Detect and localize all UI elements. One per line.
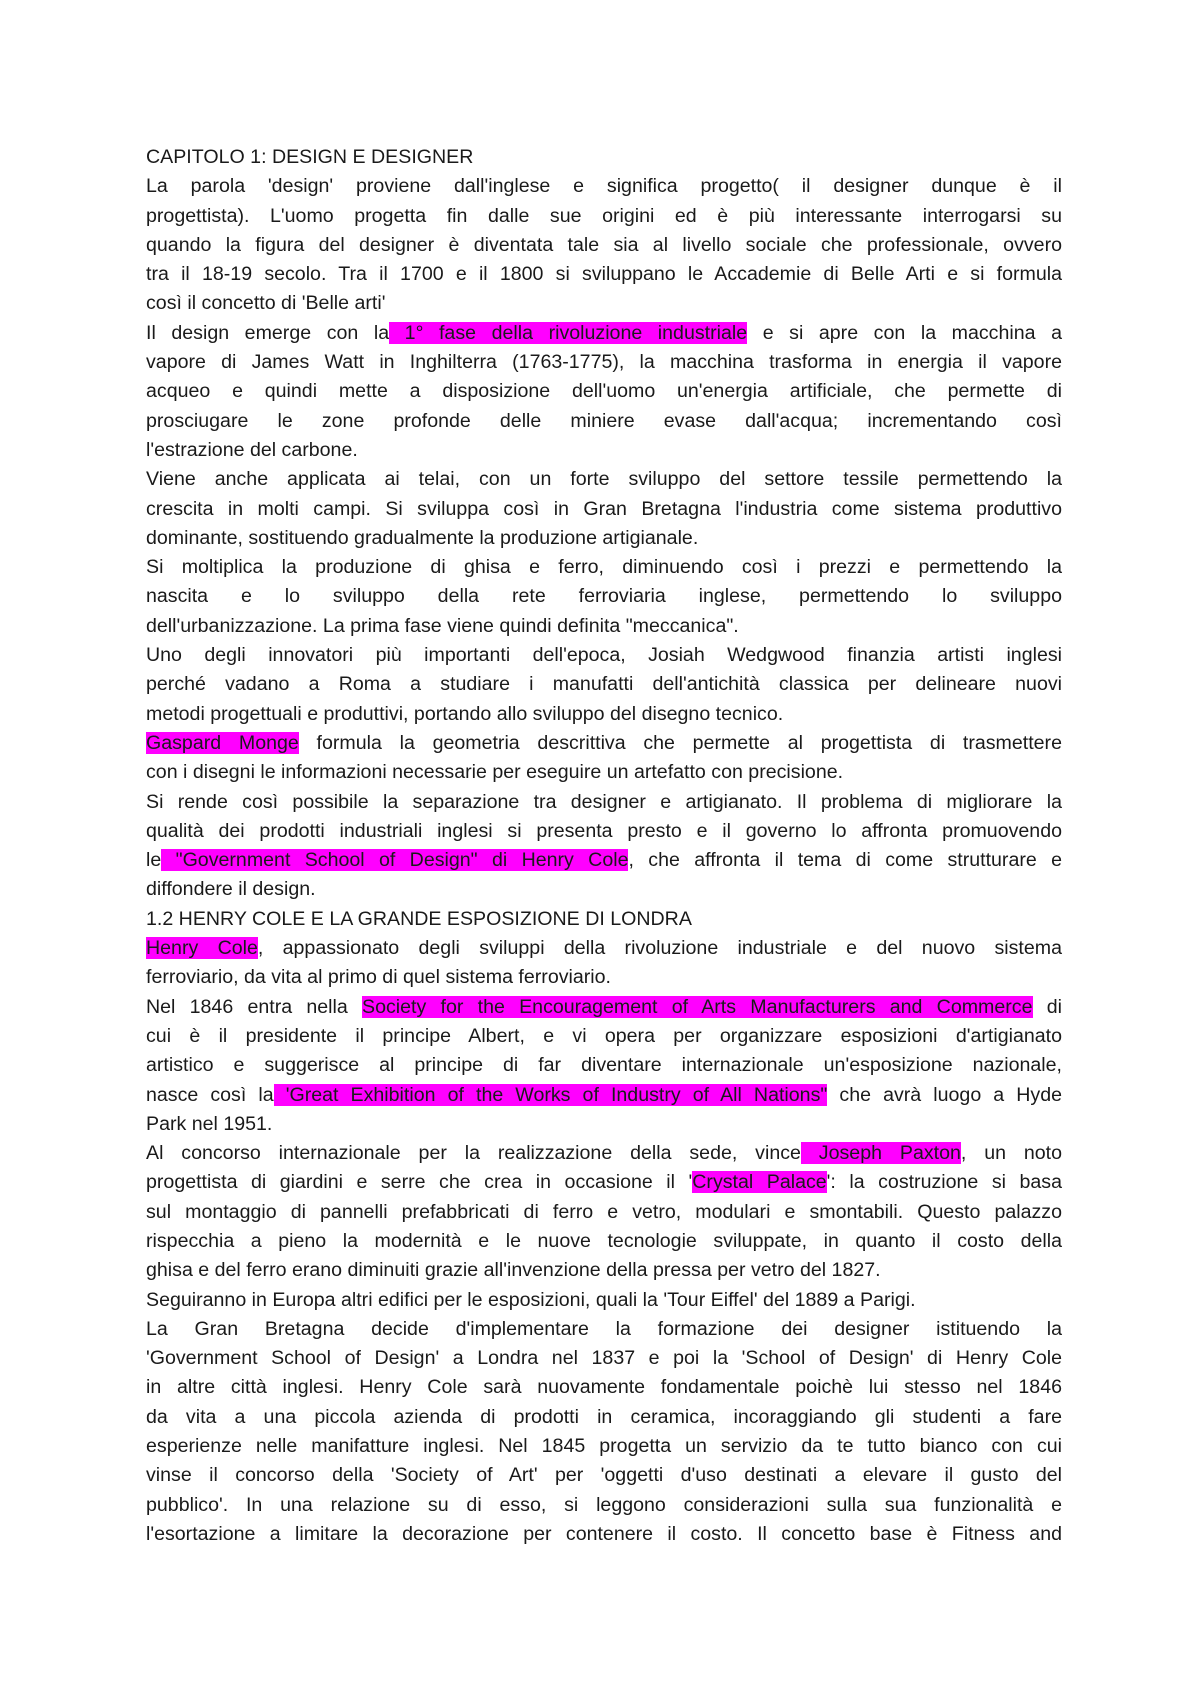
text-line	[146, 1315, 1062, 1344]
text-line	[146, 1198, 1062, 1227]
text-line	[146, 670, 1062, 699]
line-text: e si apre con la macchina a	[747, 321, 1062, 344]
line-text: da vita a una piccola azienda di prodotti in ceramica, incoraggiando gli studenti a fare	[146, 1405, 1062, 1428]
text-line	[146, 1110, 1062, 1139]
line-text: La parola 'design' proviene dall'inglese e significa progetto( il designer dunque è il	[146, 175, 1062, 198]
text-line	[146, 1256, 1062, 1285]
line-text: progettista). L'uomo progetta fin dalle sue origini ed è più interessante interrogarsi su	[146, 204, 1062, 227]
text-line	[146, 582, 1062, 611]
text-line	[146, 729, 1062, 758]
line-text: l'estrazione del carbone.	[146, 438, 358, 461]
line-text: acqueo e quindi mette a disposizione dell'uomo un'energia artificiale, che permette di	[146, 380, 1062, 403]
text-line	[146, 1286, 1062, 1315]
text-line	[146, 260, 1062, 289]
text-line	[146, 231, 1062, 260]
line-text: Si rende così possibile la separazione tra designer e artigianato. Il problema di migliorare la	[146, 790, 1062, 813]
text-line	[146, 1403, 1062, 1432]
text-line	[146, 758, 1062, 787]
line-text: ferroviario, da vita al primo di quel sistema ferroviario.	[146, 966, 611, 989]
line-text: Nel 1846 entra nella	[146, 995, 363, 1018]
line-text: ghisa e del ferro erano diminuiti grazie all'invenzione della pressa per vetro del 1827.	[146, 1259, 881, 1282]
section-heading	[146, 143, 1062, 172]
text-line	[146, 1344, 1062, 1373]
text-line	[146, 612, 1062, 641]
text-line	[146, 1461, 1062, 1490]
line-text: ': la costruzione si basa	[826, 1171, 1062, 1194]
highlighted-text: Henry Cole	[146, 937, 258, 960]
line-text: quando la figura del designer è diventata tale sia al livello sociale che professionale, ovvero	[146, 233, 1062, 256]
highlighted-text: Joseph Paxton	[800, 1142, 961, 1165]
line-text: formula la geometria descrittiva che permette al progettista di trasmettere	[298, 731, 1062, 754]
line-text: crescita in molti campi. Si sviluppa così in Gran Bretagna l'industria come sistema produttivo	[146, 497, 1062, 520]
line-text: CAPITOLO 1: DESIGN E DESIGNER	[146, 146, 474, 168]
line-text: cui è il presidente il principe Albert, e vi opera per organizzare esposizioni d'artigianato	[146, 1024, 1062, 1047]
line-text: perché vadano a Roma a studiare i manufatti dell'antichità classica per delineare nuovi	[146, 673, 1062, 696]
text-line	[146, 289, 1062, 318]
highlighted-text: 'Great Exhibition of the Works of Industry of All Nations"	[273, 1083, 828, 1106]
text-line	[146, 436, 1062, 465]
line-text: Seguiranno in Europa altri edifici per le esposizioni, quali la 'Tour Eiffel' del 1889 a Parigi.	[146, 1288, 916, 1311]
line-text: in altre città inglesi. Henry Cole sarà nuovamente fondamentale poichè lui stesso nel 1846	[146, 1376, 1062, 1399]
line-text: diffondere il design.	[146, 878, 316, 901]
line-text: esperienze nelle manifatture inglesi. Nel 1845 progetta un servizio da te tutto bianco con cui	[146, 1435, 1062, 1458]
line-text: con i disegni le informazioni necessarie per eseguire un artefatto con precisione.	[146, 761, 844, 784]
text-line	[146, 377, 1062, 406]
text-line	[146, 1022, 1062, 1051]
text-line	[146, 788, 1062, 817]
line-text: di	[1032, 995, 1062, 1018]
text-line	[146, 1373, 1062, 1402]
line-text: 1.2 HENRY COLE E LA GRANDE ESPOSIZIONE DI LONDRA	[146, 907, 692, 930]
text-line	[146, 202, 1062, 231]
text-line	[146, 348, 1062, 377]
text-line	[146, 993, 1062, 1022]
highlighted-text: Crystal Palace	[692, 1171, 827, 1194]
line-text: progettista di giardini e serre che crea in occasione il '	[146, 1171, 693, 1194]
text-line	[146, 1139, 1062, 1168]
text-line	[146, 934, 1062, 963]
line-text: prosciugare le zone profonde delle miniere evase dall'acqua; incrementando così	[146, 409, 1062, 432]
line-text: qualità dei prodotti industriali inglesi si presenta presto e il governo lo affronta promuovendo	[146, 819, 1062, 842]
text-line	[146, 1051, 1062, 1080]
line-text: vinse il concorso della 'Society of Art' per 'oggetti d'uso destinati a elevare il gusto del	[146, 1464, 1062, 1487]
section-heading	[146, 905, 1062, 934]
line-text: Uno degli innovatori più importanti dell'epoca, Josiah Wedgwood finanzia artisti inglesi	[146, 644, 1062, 667]
line-text: nascita e lo sviluppo della rete ferroviaria inglese, permettendo lo sviluppo	[146, 585, 1062, 608]
highlighted-text: 1° fase della rivoluzione industriale	[389, 321, 748, 344]
text-line	[146, 1168, 1062, 1197]
line-text: , un noto	[960, 1142, 1062, 1165]
text-line	[146, 875, 1062, 904]
text-line	[146, 1491, 1062, 1520]
text-line	[146, 407, 1062, 436]
line-text: sul montaggio di pannelli prefabbricati di ferro e vetro, modulari e smontabili. Questo palazzo	[146, 1200, 1062, 1223]
line-text: Si moltiplica la produzione di ghisa e ferro, diminuendo così i prezzi e permettendo la	[146, 556, 1062, 579]
line-text: dominante, sostituendo gradualmente la produzione artigianale.	[146, 526, 699, 549]
text-line	[146, 700, 1062, 729]
text-line	[146, 641, 1062, 670]
line-text: le	[146, 849, 162, 872]
line-text: Il design emerge con la	[146, 321, 390, 344]
text-line	[146, 465, 1062, 494]
line-text: La Gran Bretagna decide d'implementare la formazione dei designer istituendo la	[146, 1317, 1062, 1340]
line-text: pubblico'. In una relazione su di esso, si leggono considerazioni sulla sua funzionalità e	[146, 1493, 1062, 1516]
line-text: dell'urbanizzazione. La prima fase viene quindi definita "meccanica".	[146, 614, 739, 637]
text-line	[146, 1227, 1062, 1256]
line-text: tra il 18-19 secolo. Tra il 1700 e il 1800 si sviluppano le Accademie di Belle Arti e si formula	[146, 263, 1062, 286]
text-line	[146, 846, 1062, 875]
line-text: artistico e suggerisce al principe di far diventare internazionale un'esposizione nazionale,	[146, 1054, 1062, 1077]
highlighted-text: Gaspard Monge	[146, 731, 299, 754]
text-line	[146, 553, 1062, 582]
line-text: , appassionato degli sviluppi della rivoluzione industriale e del nuovo sistema	[257, 937, 1062, 960]
line-text: nasce così la	[146, 1083, 274, 1106]
text-line	[146, 963, 1062, 992]
line-text: così il concetto di 'Belle arti'	[146, 292, 386, 315]
highlighted-text: "Government School of Design" di Henry Cole	[161, 849, 629, 872]
line-text: vapore di James Watt in Inghilterra (1763-1775), la macchina trasforma in energia il vapore	[146, 351, 1062, 374]
line-text: , che affronta il tema di come strutturare e	[628, 849, 1063, 872]
text-line	[146, 172, 1062, 201]
text-line	[146, 1081, 1062, 1110]
line-text: 'Government School of Design' a Londra nel 1837 e poi la 'School of Design' di Henry Cole	[146, 1347, 1062, 1370]
line-text: metodi progettuali e produttivi, portando allo sviluppo del disegno tecnico.	[146, 702, 784, 725]
text-line	[146, 1432, 1062, 1461]
text-line	[146, 1520, 1062, 1549]
document-page	[146, 143, 1062, 1549]
text-line	[146, 524, 1062, 553]
line-text: l'esortazione a limitare la decorazione per contenere il costo. Il concetto base è Fitness and	[146, 1522, 1062, 1545]
line-text: Al concorso internazionale per la realizzazione della sede, vince	[146, 1142, 801, 1165]
text-line	[146, 495, 1062, 524]
text-line	[146, 817, 1062, 846]
line-text: che avrà luogo a Hyde	[827, 1083, 1063, 1106]
highlighted-text: Society for the Encouragement of Arts Manufacturers and Commerce	[362, 995, 1033, 1018]
line-text: Park nel 1951.	[146, 1112, 273, 1135]
line-text: Viene anche applicata ai telai, con un forte sviluppo del settore tessile permettendo la	[146, 468, 1062, 491]
text-line	[146, 319, 1062, 348]
line-text: rispecchia a pieno la modernità e le nuove tecnologie sviluppate, in quanto il costo della	[146, 1229, 1062, 1252]
